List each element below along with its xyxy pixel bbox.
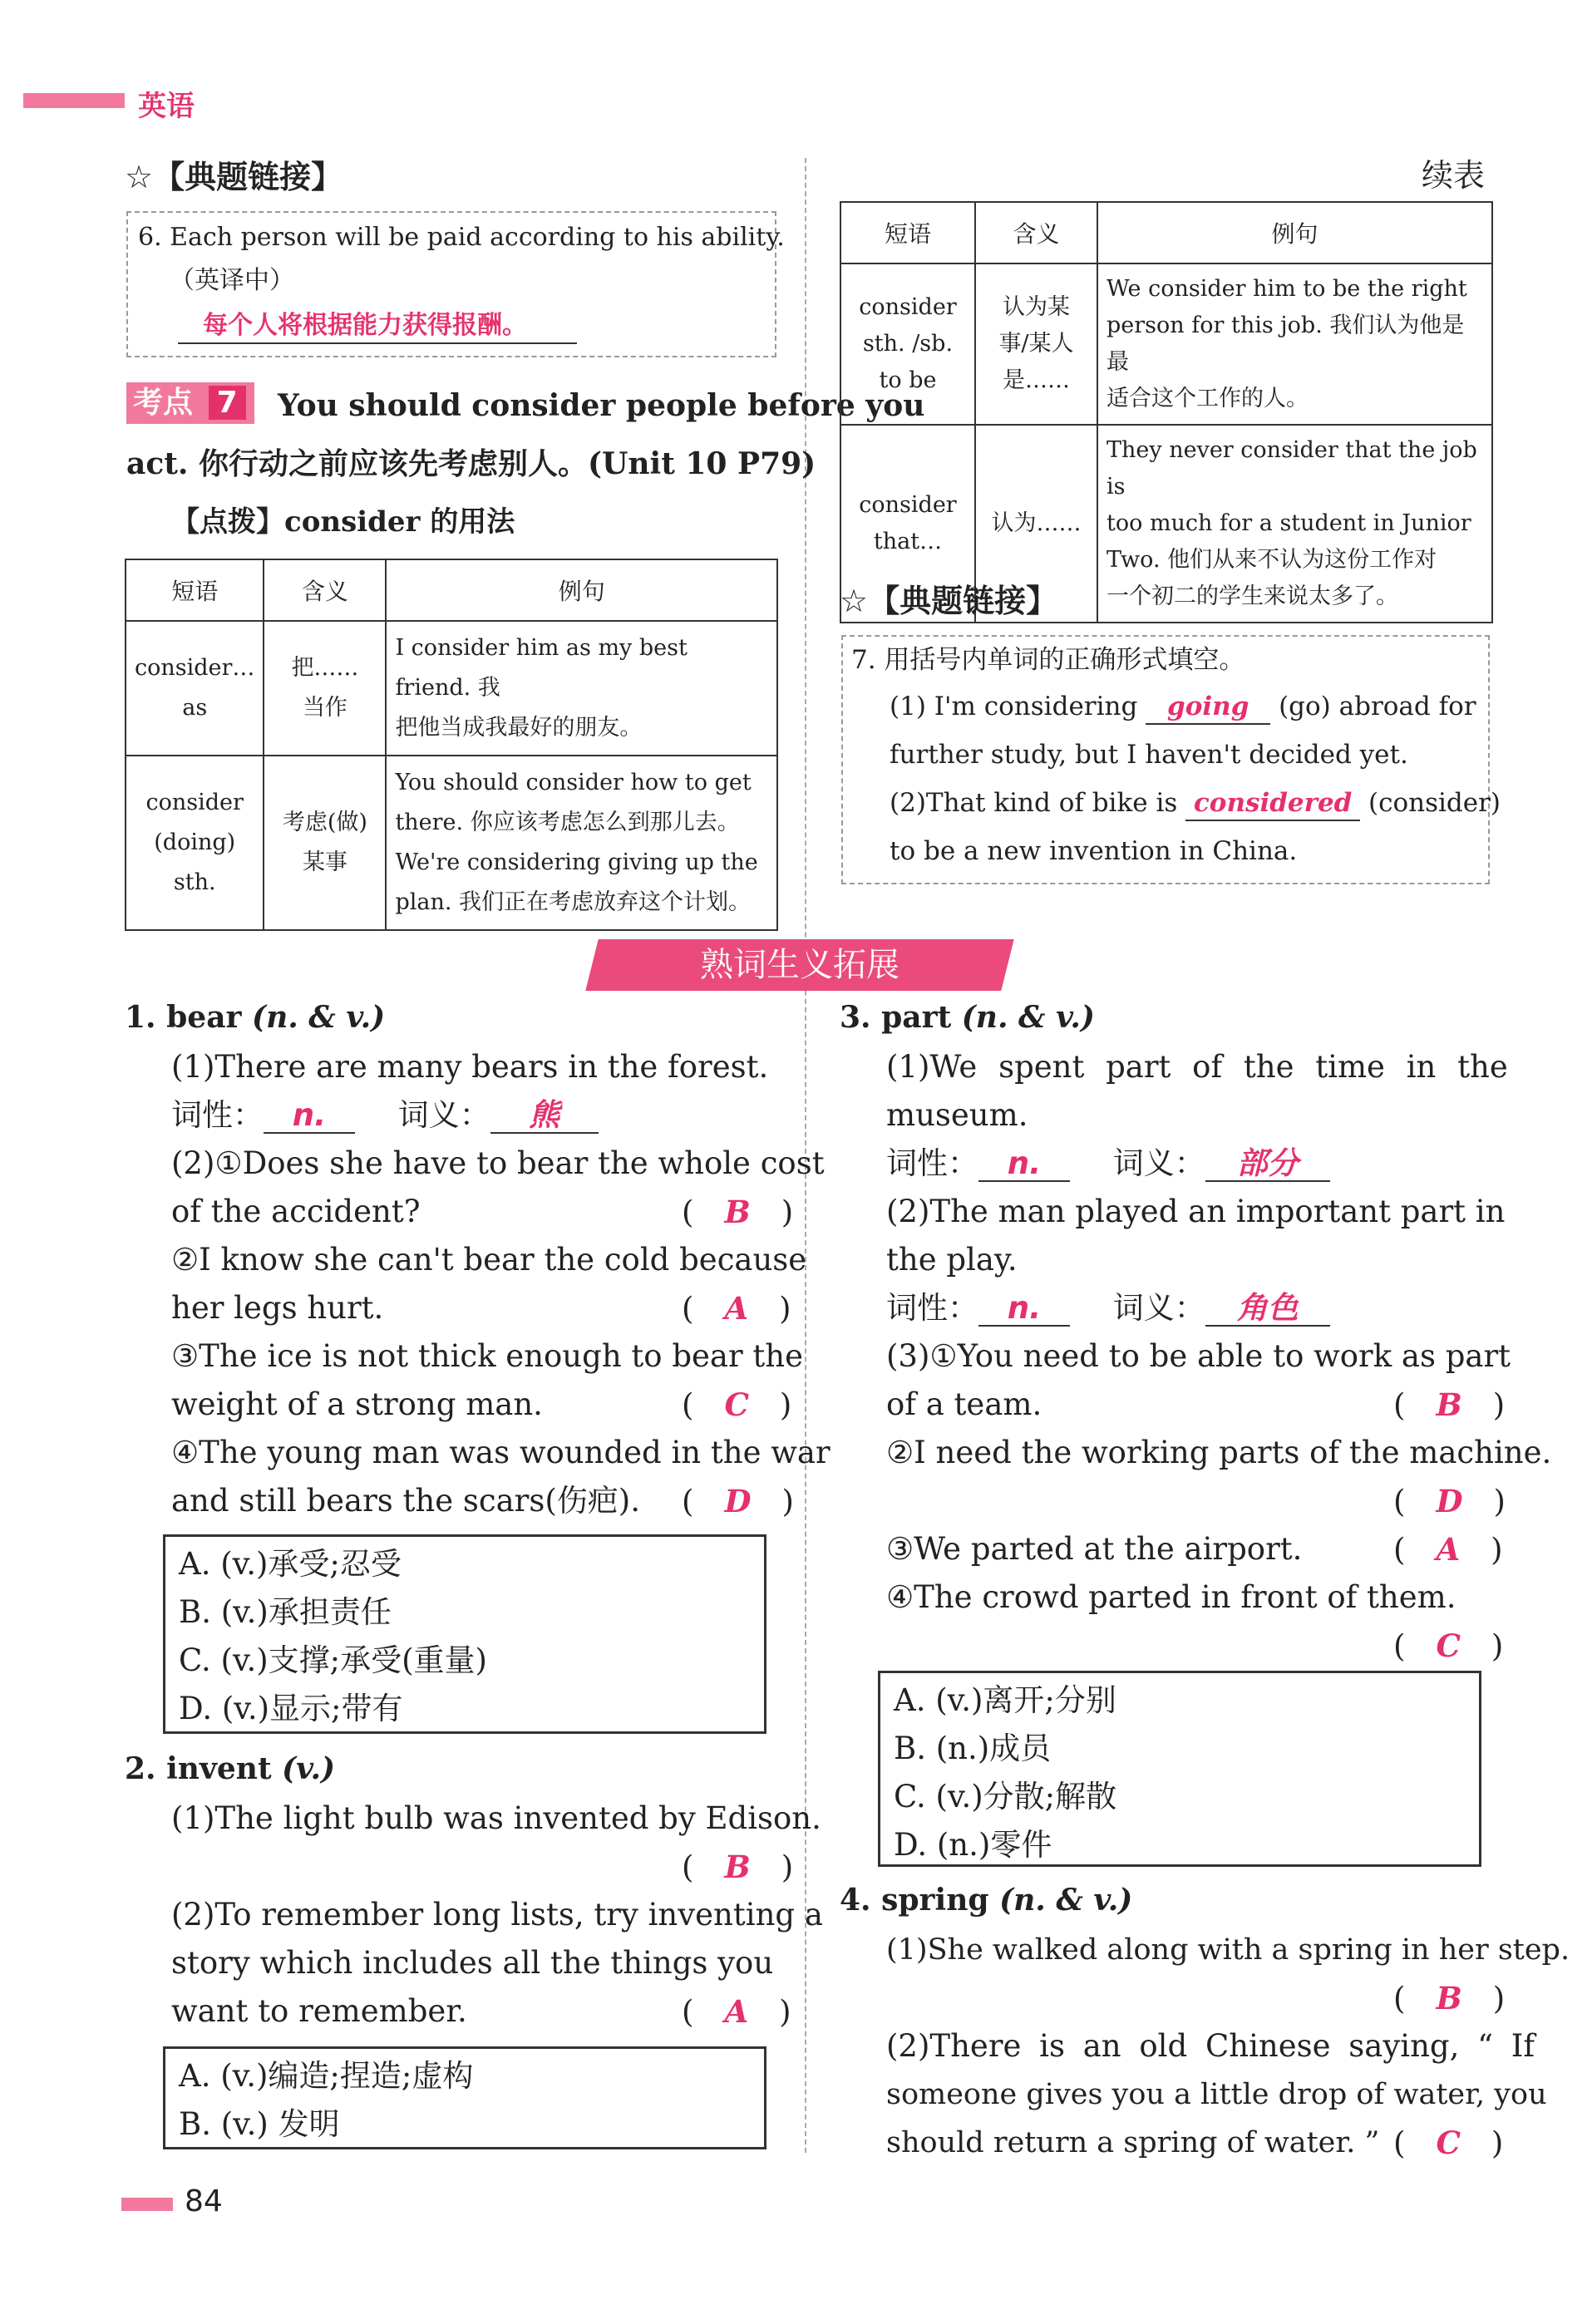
cy-label: 词义： [1112, 1145, 1205, 1181]
q7-title: 7. 用括号内单词的正确形式填空。 [851, 645, 1245, 675]
cx-label: 词性： [886, 1145, 978, 1181]
part-s3b: of a team. [886, 1386, 1042, 1422]
invent-pos: (v.) [282, 1751, 336, 1786]
bear-s4a: ③The ice is not thick enough to bear the [171, 1338, 803, 1374]
th-example: 例句 [1097, 202, 1492, 263]
part-cx2-answer: n. [978, 1292, 1070, 1327]
cell: there. 你应该考虑怎么到那儿去。 [395, 810, 740, 835]
option: A. (v.)离开;分别 [894, 1682, 1116, 1718]
point-badge-num: 7 [209, 386, 246, 420]
answer: B [1436, 1386, 1462, 1423]
cy-label: 词义： [397, 1097, 490, 1133]
cell: 认为某 [1003, 294, 1070, 320]
cy-label: 词义： [1112, 1290, 1205, 1326]
q7-1b: (go) abroad for [1279, 692, 1476, 721]
cell: person for this job. 我们认为他是最 [1107, 313, 1465, 375]
q7-2-answer: considered [1185, 786, 1360, 821]
q6-answer-text: 每个人将根据能力获得报酬。 [203, 311, 527, 340]
option: A. (v.)承受;忍受 [179, 1546, 402, 1582]
answer: A [1436, 1531, 1461, 1568]
section-banner-text: 熟词生义拓展 [700, 946, 900, 984]
answer: A [724, 1290, 749, 1327]
spring-head [840, 1883, 1132, 1917]
q7-1a: (1) I'm considering [890, 692, 1138, 721]
bear-s1: (1)There are many bears in the forest. [171, 1049, 769, 1085]
part-s2a: (2)The man played an important part in [886, 1194, 1506, 1229]
bear-s4b: weight of a strong man. [171, 1386, 543, 1422]
part-pos: (n. & v.) [961, 1000, 1095, 1035]
cell: plan. 我们正在考虑放弃这个计划。 [395, 889, 752, 915]
cell: I consider him as my best friend. 我 [395, 635, 688, 701]
answer: C [724, 1386, 749, 1423]
bear-options [163, 1534, 766, 1734]
part-head [840, 1001, 1095, 1034]
answer: C [1436, 2125, 1461, 2161]
bear-cx [171, 1099, 599, 1134]
bear-a4: ( D ) [682, 1483, 794, 1519]
option: C. (v.)分散;解散 [894, 1779, 1117, 1814]
spring-a1: ( B ) [1393, 1980, 1506, 2016]
th-phrase: 短语 [840, 202, 975, 263]
cell: Two. 他们从来不认为这份工作对 [1107, 547, 1437, 573]
part-s1b: museum. [886, 1097, 1028, 1133]
invent-s2c: want to remember. [171, 1993, 467, 2029]
part-cy2-answer: 角色 [1205, 1292, 1330, 1327]
cell: sth. /sb. [862, 331, 954, 357]
cell: consider [859, 294, 957, 320]
q7-1-answer: going [1146, 690, 1270, 725]
q7-2b: (consider) [1368, 788, 1501, 818]
th-example: 例句 [386, 559, 777, 621]
invent-head-word: 2. invent [125, 1751, 272, 1786]
cell: as [182, 695, 208, 721]
bear-pos: (n. & v.) [252, 1000, 386, 1035]
consider-table-left [125, 559, 778, 931]
part-cx1 [886, 1147, 1330, 1182]
spring-s2a: (2)There is an old Chinese saying, “ If [886, 2028, 1535, 2064]
spring-a2: ( C ) [1393, 2125, 1504, 2161]
cx-label: 词性： [886, 1290, 978, 1326]
cell: 认为…… [991, 510, 1082, 536]
bear-head [125, 1001, 385, 1034]
q7-2a: (2)That kind of bike is [890, 788, 1178, 818]
option: C. (v.)支撑;承受(重量) [179, 1642, 487, 1678]
page-number: 84 [185, 2184, 223, 2218]
option: B. (v.) 发明 [179, 2106, 340, 2142]
link-title-right: ☆【典题链接】 [840, 583, 1058, 619]
invent-s2b: story which includes all the things you [171, 1945, 774, 1981]
spring-head-word: 4. spring [840, 1883, 989, 1918]
answer: C [1436, 1627, 1461, 1664]
bear-cy-answer: 熊 [490, 1099, 599, 1134]
tip-title: 【点拨】consider 的用法 [171, 505, 515, 539]
invent-a2: ( A ) [682, 1993, 791, 2030]
cell: 事/某人 [998, 331, 1074, 357]
part-options [878, 1671, 1481, 1867]
cell: You should consider how to get [395, 770, 752, 795]
cell: We consider him to be the right [1107, 276, 1467, 302]
q7-2 [890, 786, 1501, 821]
cell: We're considering giving up the [395, 849, 758, 875]
invent-s1: (1)The light bulb was invented by Edison. [171, 1800, 821, 1836]
option: B. (n.)成员 [894, 1731, 1052, 1766]
bear-a3: ( C ) [682, 1386, 792, 1423]
option: A. (v.)编造;捏造;虚构 [179, 2058, 474, 2094]
part-cx2 [886, 1292, 1330, 1327]
cell: 某事 [302, 849, 347, 875]
bear-s3b: her legs hurt. [171, 1290, 384, 1326]
part-a1: ( B ) [1393, 1386, 1506, 1423]
cell: (doing) sth. [154, 830, 236, 895]
part-s4: ②I need the working parts of the machine. [886, 1435, 1552, 1470]
cell: 一个初二的学生来说太多了。 [1107, 583, 1398, 609]
q7-2c: to be a new invention in China. [890, 836, 1298, 866]
invent-options [163, 2046, 766, 2149]
point-text-2: act. 你行动之前应该先考虑别人。(Unit 10 P79) [126, 446, 816, 481]
q6-answer [178, 309, 577, 344]
continued-label: 续表 [1422, 157, 1486, 194]
footer-bar [121, 2198, 173, 2211]
cell: 是…… [1003, 367, 1070, 393]
header-bar [23, 93, 125, 108]
part-s1a: (1)We spent part of the time in the [886, 1049, 1508, 1085]
option: B. (v.)承担责任 [179, 1594, 392, 1630]
part-cx1-answer: n. [978, 1147, 1070, 1182]
part-s3a: (3)①You need to be able to work as part [886, 1338, 1511, 1374]
link-title-left: ☆【典题链接】 [125, 159, 343, 195]
invent-s2a: (2)To remember long lists, try inventing a [171, 1897, 823, 1933]
bear-a1: ( B ) [682, 1194, 794, 1230]
cell: 当作 [302, 695, 347, 721]
bear-a2: ( A ) [682, 1290, 791, 1327]
part-a2: ( D ) [1393, 1483, 1506, 1519]
bear-s2b: of the accident? [171, 1194, 421, 1229]
answer: D [1436, 1483, 1463, 1519]
spring-pos: (n. & v.) [999, 1883, 1133, 1918]
cell: 把他当成我最好的朋友。 [395, 715, 643, 741]
answer: B [724, 1194, 751, 1230]
invent-a1: ( B ) [682, 1849, 794, 1885]
invent-head [125, 1752, 335, 1785]
spring-s2b: someone gives you a little drop of water, you [886, 2078, 1547, 2111]
option: D. (n.)零件 [894, 1827, 1052, 1863]
part-s6: ④The crowd parted in front of them. [886, 1579, 1456, 1615]
bear-s5b: and still bears the scars(伤疤). [171, 1483, 640, 1519]
subject-label: 英语 [138, 90, 195, 123]
point-text-1: You should consider people before you [278, 388, 925, 423]
option: D. (v.)显示;带有 [179, 1691, 403, 1726]
cell: to be [879, 367, 937, 393]
consider-table-right [840, 201, 1493, 623]
spring-s1: (1)She walked along with a spring in her step. [886, 1933, 1570, 1967]
part-a3: ( A ) [1393, 1531, 1503, 1568]
cell: 适合这个工作的人。 [1107, 386, 1309, 411]
q6-box [126, 211, 785, 357]
th-meaning: 含义 [264, 559, 386, 621]
cell: consider [145, 790, 244, 815]
bear-cx-answer: n. [264, 1099, 355, 1134]
part-s2b: the play. [886, 1242, 1018, 1278]
cell: 考虑(做) [282, 810, 367, 835]
q6-text: 6. Each person will be paid according to his ability. [138, 223, 785, 252]
cell: too much for a student in Junior [1107, 510, 1471, 536]
cell: that… [873, 529, 943, 554]
bear-head-word: 1. bear [125, 1000, 242, 1035]
bear-s2a: (2)①Does she have to bear the whole cost [171, 1145, 825, 1181]
q7-box [841, 635, 1501, 884]
cell: They never consider that the job is [1107, 437, 1477, 500]
part-a4: ( C ) [1393, 1627, 1504, 1664]
cell: 把…… [291, 655, 359, 681]
bear-s3a: ②I know she can't bear the cold because [171, 1242, 807, 1278]
q6-hint: （英译中） [170, 266, 294, 295]
answer: B [724, 1849, 751, 1885]
th-meaning: 含义 [975, 202, 1097, 263]
point-badge-label: 考点 [133, 386, 194, 420]
spring-s2c: should return a spring of water. ” [886, 2126, 1380, 2159]
th-phrase: 短语 [126, 559, 264, 621]
part-s5: ③We parted at the airport. [886, 1531, 1303, 1567]
cx-label: 词性： [171, 1097, 264, 1133]
part-head-word: 3. part [840, 1000, 952, 1035]
part-cy1-answer: 部分 [1205, 1147, 1330, 1182]
q7-1c: further study, but I haven't decided yet. [890, 740, 1408, 770]
point-badge [126, 382, 254, 424]
answer: B [1436, 1980, 1462, 2016]
answer: A [724, 1993, 749, 2030]
cell: consider [859, 492, 957, 518]
answer: D [724, 1483, 752, 1519]
q7-1 [890, 690, 1476, 725]
bear-s5a: ④The young man was wounded in the war [171, 1435, 831, 1470]
cell: consider… [135, 655, 255, 681]
